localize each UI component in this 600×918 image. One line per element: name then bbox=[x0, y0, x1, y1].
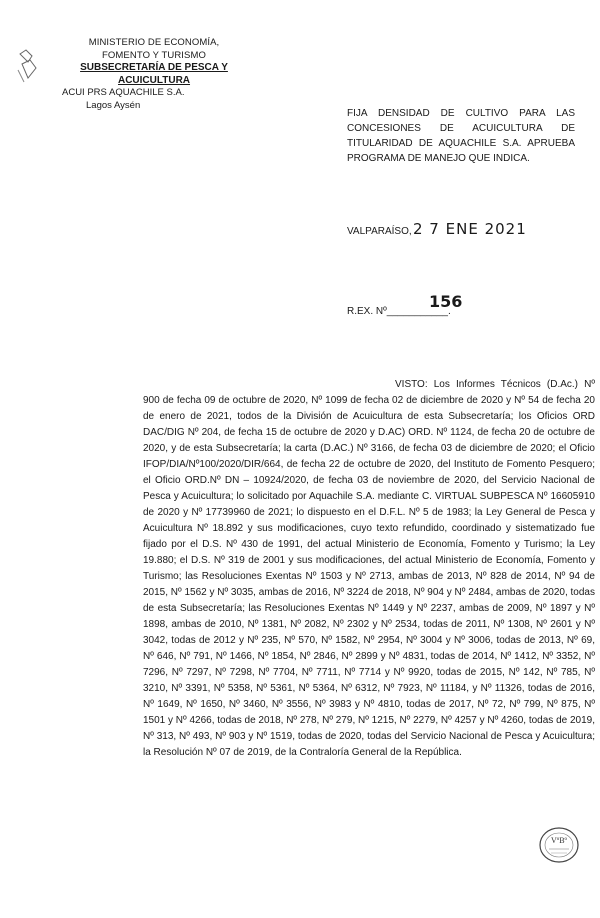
subsecretaria-name: SUBSECRETARÍA DE PESCA Y ACUICULTURA bbox=[80, 62, 228, 86]
stamp-label: VºBº bbox=[550, 836, 568, 845]
resolution-summary: FIJA DENSIDAD DE CULTIVO PARA LAS CONCESIONES DE ACUICULTURA DE TITULARIDAD DE AQUACHILE S.A. APRUEBA PROGRAMA DE MANEJO QUE INDICA. bbox=[347, 108, 575, 164]
copy-line-2: Lagos Aysén bbox=[86, 99, 141, 111]
approval-stamp bbox=[537, 825, 581, 865]
copy-line-1: ACUI PRS AQUACHILE S.A. bbox=[62, 87, 185, 98]
visto-paragraph: VISTO: Los Informes Técnicos (D.Ac.) Nº 900 de fecha 09 de octubre de 2020, Nº 1099 de fecha 02 de diciembre de 2020 y Nº 54 de fecha 20 de enero de 2021, todos de la División de Acuicultura de esta Subsecretaría; los Oficios ORD DAC/DIG Nº 204, de fecha 15 de octubre de 2020 y D.AC) ORD. Nº 1124, de fecha 20 de octubre de 2020, y de esta Subsecretaría; la carta (D.AC.) Nº 3166, de fecha 03 de diciembre de 2020; el Oficio IFOP/DIA/Nº100/2020/DIR/664, de fecha 22 de octubre de 2020, del Instituto de Fomento Pesquero; el Oficio ORD.Nº DN – 10924/2020, de fecha 03 de noviembre de 2020, del Servicio Nacional de Pesca y Acuicultura; lo solicitado por Aquachile S.A. mediante C. VIRTUAL SUBPESCA Nº 16605910 de 2020 y Nº 17739960 de 2021; lo dispuesto en el D.F.L. Nº 5 de 1983; la Ley General de Pesca y Acuicultura Nº 18.892 y sus modificaciones, cuyo texto refundido, coordinado y sistematizado fue fijado por el D.S. Nº 430 de 1991, del actual Ministerio de Economía, Fomento y Turismo; la Ley 19.880; el D.S. Nº 319 de 2001 y sus modificaciones, del actual Ministerio de Economía, Fomento y Turismo; las Resoluciones Exentas Nº 1503 y Nº 2713, ambas de 2013, Nº 828 de 2014, Nº 94 de 2015, Nº 1562 y Nº 3035, ambas de 2016, Nº 3224 de 2018, Nº 904 y Nº 2484, ambas de 2020, todas de esta Subsecretaría; las Resoluciones Exentas Nº 1449 y Nº 2237, ambas de 2009, Nº 1897 y Nº 1898, ambas de 2010, Nº 1381, Nº 2082, Nº 2302 y Nº 2534, todas de 2011, Nº 1308, Nº 2601 y Nº 3042, todas de 2012 y Nº 235, Nº 570, Nº 1582, Nº 2954, Nº 3004 y Nº 3006, todas de 2013, Nº 69, Nº 646, Nº 791, Nº 1466, Nº 1854, Nº 2846, Nº 2899 y Nº 4831, todas de 2014, Nº 1412, Nº 3352, Nº 7296, Nº 7297, Nº 7298, Nº 7704, Nº 7711, Nº 7714 y Nº 9920, todas de 2015, Nº 142, Nº 785, Nº 3210, Nº 3391, Nº 5358, Nº 5361, Nº 5364, Nº 6312, Nº 7923, Nº 11184, y Nº 11326, todas de 2016, Nº 1649, Nº 1650, Nº 3460, Nº 3556, Nº 3983 y Nº 4810, todas de 2017, Nº 72, Nº 799, Nº 875, Nº 1501 y Nº 4266, todas de 2018, Nº 278, Nº 279, Nº 1215, Nº 2279, Nº 4257 y Nº 4260, todas de 2019, Nº 313, Nº 493, Nº 903 y Nº 1519, todas de 2020, todas del Servicio Nacional de Pesca y Acuicultura; la Resolución Nº 07 de 2019, de la Contraloría General de la República. bbox=[143, 379, 595, 758]
ministry-name: MINISTERIO DE ECONOMÍA, bbox=[88, 37, 220, 48]
rex-label: R.EX. Nº___________. bbox=[347, 306, 451, 317]
rex-number: 156 bbox=[429, 292, 463, 311]
letterhead bbox=[44, 37, 264, 112]
ministry-logo bbox=[16, 48, 44, 84]
date-stamp: 2 7 ENE 2021 bbox=[413, 220, 527, 238]
place-label: VALPARAÍSO, bbox=[347, 226, 412, 237]
ministry-name-line2: FOMENTO Y TURISMO bbox=[102, 49, 206, 61]
